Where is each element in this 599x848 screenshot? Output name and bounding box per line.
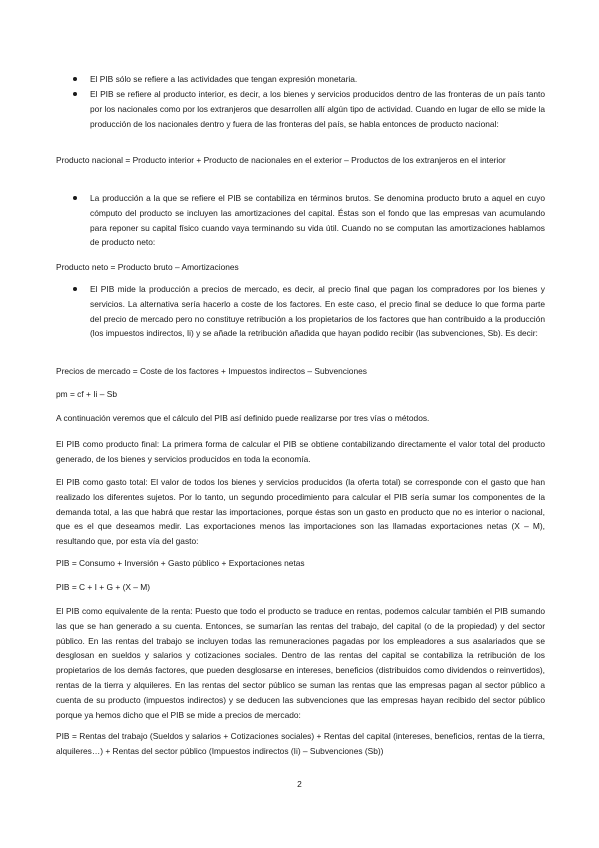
formula-pib-renta: PIB = Rentas del trabajo (Sueldos y salarios + Cotizaciones sociales) + Rentas del capital (intereses, beneficios, rentas de la tierra, alquileres…) + Rentas del sector público (Impuestos indirectos (Ii) – Subvenciones (Sb)) (56, 731, 545, 756)
paragraph-producto-final: El PIB como producto final: La primera forma de calcular el PIB se obtiene contabilizando directamente el valor total del producto generado, de los bienes y servicios producidos en toda la economía. (56, 439, 545, 464)
bullet-item-3 (90, 191, 545, 250)
bullet-item-1 (90, 72, 545, 87)
bullet-dot-icon (73, 287, 77, 291)
bullet-dot-icon (73, 77, 77, 81)
bullet-text: El PIB se refiere al producto interior, es decir, a los bienes y servicios producidos dentro de las fronteras de un país tanto por los nacionales como por los extranjeros que desarrollen allí algún tipo de actividad. Cuando en lugar de ello se mide la producción de los nacionales dentro y fuera de las fronteras del país, se habla entonces de producto nacional: (90, 89, 545, 129)
page-number: 2 (297, 779, 302, 789)
formula-pib-cigxm: PIB = C + I + G + (X – M) (56, 582, 151, 592)
bullet-dot-icon (73, 196, 77, 200)
formula-pib-gasto: PIB = Consumo + Inversión + Gasto público + Exportaciones netas (56, 558, 305, 568)
bullet-item-2 (90, 87, 545, 131)
paragraph-intro: A continuación veremos que el cálculo del PIB así definido puede realizarse por tres vías o métodos. (56, 413, 430, 423)
formula-producto-neto: Producto neto = Producto bruto – Amortizaciones (56, 262, 239, 272)
bullet-dot-icon (73, 92, 77, 96)
formula-producto-nacional: Producto nacional = Producto interior + Producto de nacionales en el exterior – Productos de los extranjeros en el interior (56, 155, 506, 165)
bullet-item-4 (90, 282, 545, 341)
formula-pm: pm = cf + Ii – Sb (56, 389, 117, 399)
paragraph-gasto-total: El PIB como gasto total: El valor de todos los bienes y servicios producidos (la oferta total) se corresponde con el gasto que han realizado los diferentes sujetos. Por lo tanto, un segundo procedimiento para calcular el PIB sería sumar los componentes de la demanda total, a las que habrá que restar las importaciones, porque éstas son un gasto en producto que no es interior o nacional, que es el que deseamos medir. Las exportaciones menos las importaciones son las llamadas exportaciones netas (X – M), resultando que, por esta vía del gasto: (56, 477, 545, 547)
paragraph-renta: El PIB como equivalente de la renta: Puesto que todo el producto se traduce en rentas, podemos calcular también el PIB sumando las que se han generado a su cuenta. Entonces, se sumarían las rentas del trabajo, del capital (o de la propiedad) y del sector público. En las rentas del trabajo se incluyen todas las remuneraciones pagadas por los empleadores a sus asalariados que se desglosan en sueldos y salarios y cotizaciones sociales. Dentro de las rentas del capital se contabiliza la retribución de los propietarios de los demás factores, que pueden desglosarse en intereses, beneficios (distribuidos como dividendos o reinvertidos), rentas de la tierra y alquileres. En las rentas del sector público se suman las rentas que las empresas pagan al sector público a cuenta de su producto (impuestos indirectos) y se deducen las subvenciones que las empresas hayan recibido del sector público porque ya hemos dicho que el PIB se mide a precios de mercado: (56, 606, 545, 720)
bullet-text: El PIB sólo se refiere a las actividades que tengan expresión monetaria. (90, 74, 358, 84)
bullet-text: El PIB mide la producción a precios de mercado, es decir, al precio final que pagan los compradores por los bienes y servicios. La alternativa sería hacerlo a coste de los factores. En este caso, el precio final se deduce lo que forma parte del precio de mercado pero no constituye retribución a los propietarios de los factores que han contribuido a la producción (los impuestos indirectos, Ii) y se añade la retribución añadida que hayan podido recibir (las subvenciones, Sb). Es decir: (90, 284, 545, 339)
bullet-text: La producción a la que se refiere el PIB se contabiliza en términos brutos. Se denomina producto bruto a aquel en cuyo cómputo del producto se incluyen las amortizaciones del capital. Éstas son el fondo que las empresas van acumulando para reponer su capital físico cuando vaya terminando su vida útil. Cuando no se computan las amortizaciones hablamos de producto neto: (90, 193, 545, 248)
formula-precios-mercado: Precios de mercado = Coste de los factores + Impuestos indirectos – Subvenciones (56, 366, 367, 376)
